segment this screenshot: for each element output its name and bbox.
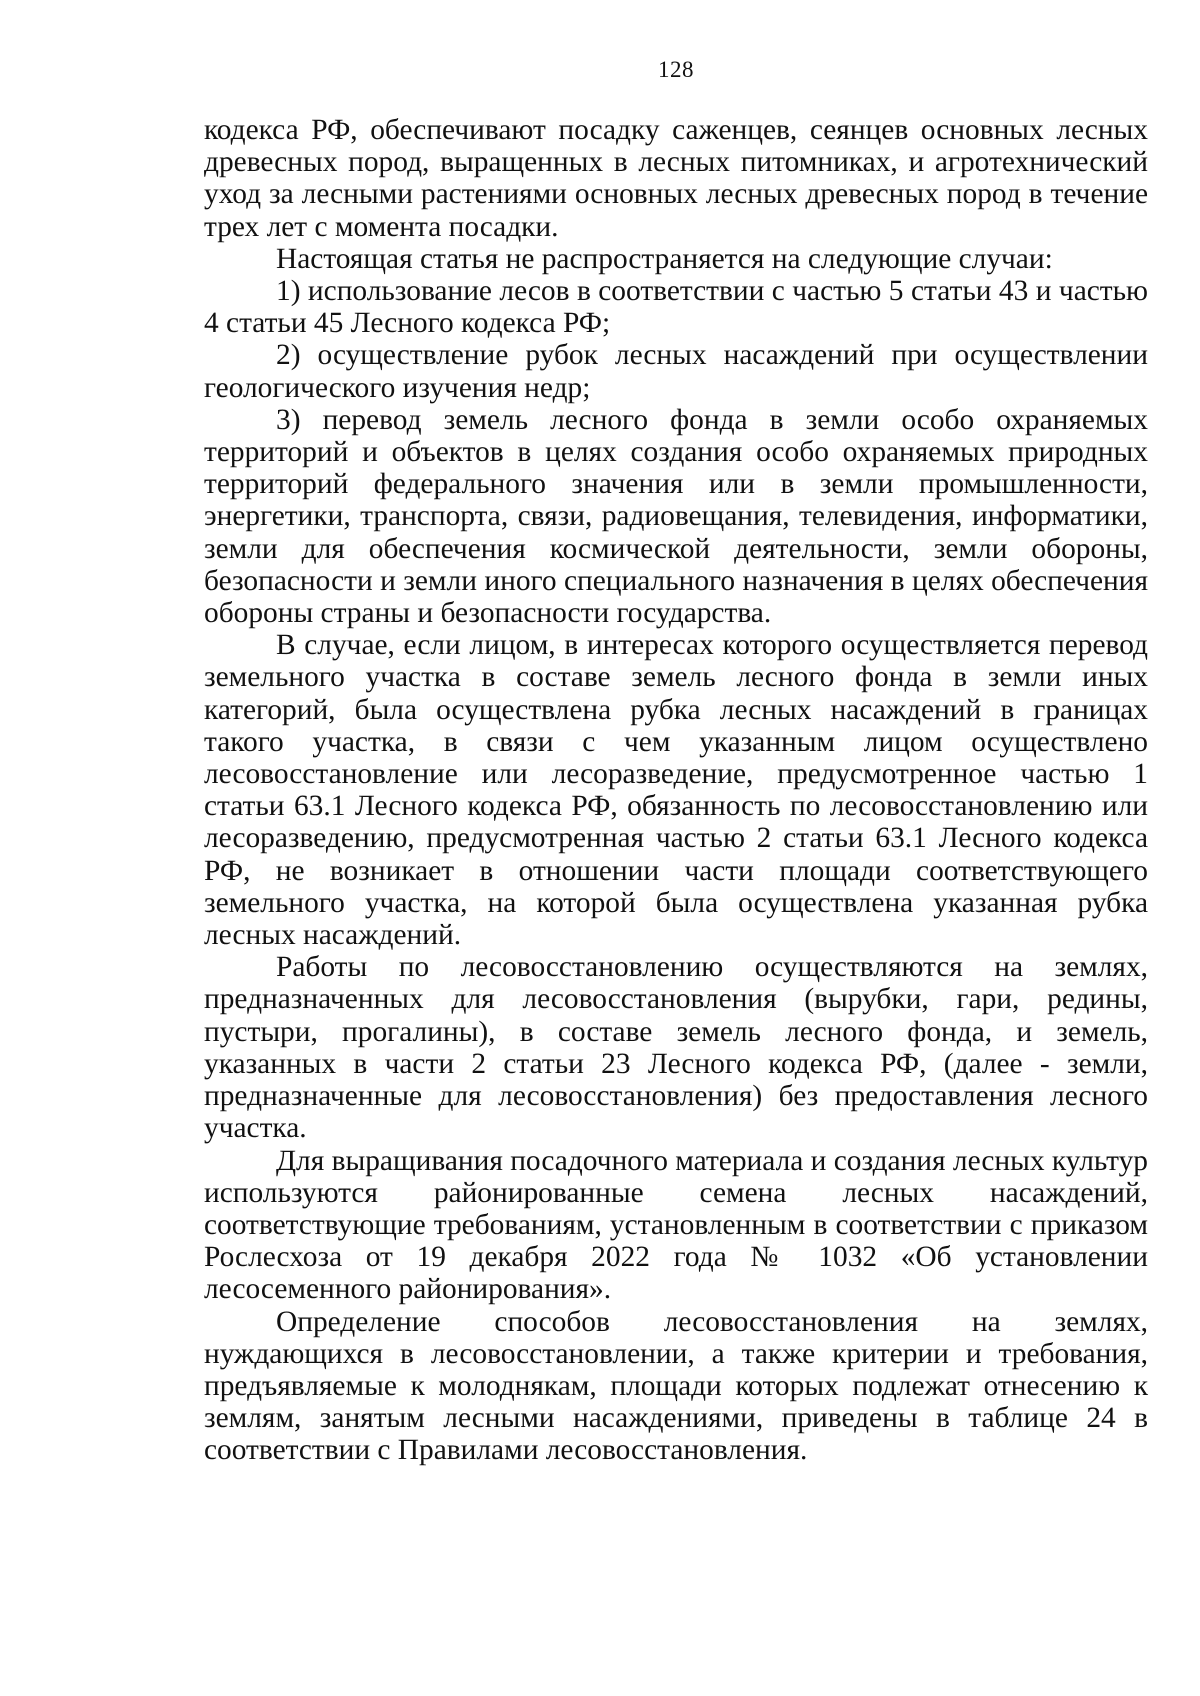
paragraph-land-transfer: В случае, если лицом, в интересах которого осуществляется перевод земельного участка в составе земель лесного фонда в земли иных категорий, была осуществлена рубка лесных насаждений в границах такого участка, в связи с чем указанным лицом осуществлено лесовосстановление или лесоразведение, предусмотренное частью 1 статьи 63.1 Лесного кодекса РФ, обязанность по лесовосстановлению или лесоразведению, предусмотренная частью 2 статьи 63.1 Лесного кодекса РФ, не возникает в отношении части площади соответствующего земельного участка, на которой была осуществлена указанная рубка лесных насаждений. [204, 629, 1148, 952]
paragraph-methods-definition: Определение способов лесовосстановления на землях, нуждающихся в лесовосстановлении, а также критерии и требования, предъявляемые к молоднякам, площади которых подлежат отнесению к землям, занятым лесными насаждениями, приведены в таблице 24 в соответствии с Правилами лесовосстановления. [204, 1305, 1148, 1467]
document-body [204, 114, 1148, 1467]
paragraph-reforestation-works: Работы по лесовосстановлению осуществляются на землях, предназначенных для лесовосстановления (вырубки, гари, редины, пустыри, прогалины), в составе земель лесного фонда, и земель, указанных в части 2 статьи 23 Лесного кодекса РФ, (далее - земли, предназначенные для лесовосстановления) без предоставления лесного участка. [204, 951, 1148, 1145]
list-item-3: 3) перевод земель лесного фонда в земли особо охраняемых территорий и объектов в целях создания особо охраняемых природных территорий федерального значения или в земли промышленности, энергетики, транспорта, связи, радиовещания, телевидения, информатики, земли для обеспечения космической деятельности, земли обороны, безопасности и земли иного специального назначения в целях обеспечения обороны страны и безопасности государства. [204, 403, 1148, 630]
paragraph-exceptions-intro: Настоящая статья не распространяется на следующие случаи: [276, 242, 1053, 275]
page-number: 128 [658, 57, 694, 82]
paragraph-seed-material: Для выращивания посадочного материала и создания лесных культур используются районированные семена лесных насаждений, соответствующие требованиям, установленным в соответствии с приказом Рослесхоза от 19 декабря 2022 года № 1032 «Об установлении лесосеменного районирования». [204, 1144, 1148, 1306]
list-item-1: 1) использование лесов в соответствии с частью 5 статьи 43 и частью 4 статьи 45 Лесного кодекса РФ; [204, 275, 1148, 340]
list-item-2: 2) осуществление рубок лесных насаждений при осуществлении геологического изучения недр; [204, 339, 1148, 404]
paragraph-continuation: кодекса РФ, обеспечивают посадку саженцев, сеянцев основных лесных древесных пород, выращенных в лесных питомниках, и агротехнический уход за лесными растениями основных лесных древесных пород в течение трех лет с момента посадки. [204, 114, 1148, 243]
